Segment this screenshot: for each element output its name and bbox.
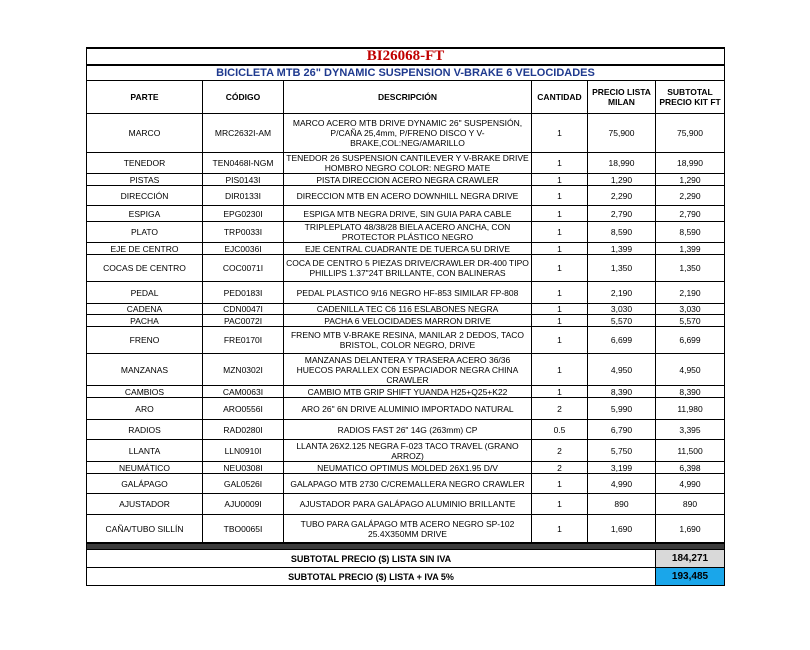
col-header-subtotal: SUBTOTAL PRECIO KIT FT — [656, 81, 725, 114]
cell-precio: 890 — [588, 494, 656, 515]
cell-precio: 18,990 — [588, 153, 656, 174]
header-row — [87, 81, 725, 114]
table-row — [87, 304, 725, 315]
cell-descripcion: NEUMATICO OPTIMUS MOLDED 26X1.95 D/V — [284, 462, 532, 474]
cell-subtotal: 8,390 — [656, 386, 725, 398]
cell-parte: AJUSTADOR — [87, 494, 203, 515]
cell-precio: 1,690 — [588, 515, 656, 543]
cell-subtotal: 11,500 — [656, 440, 725, 462]
cell-subtotal: 3,395 — [656, 420, 725, 440]
table-row — [87, 494, 725, 515]
cell-codigo: GAL0526I — [203, 474, 284, 494]
cell-codigo: RAD0280I — [203, 420, 284, 440]
cell-codigo: MZN0302I — [203, 354, 284, 386]
cell-descripcion: MANZANAS DELANTERA Y TRASERA ACERO 36/36 HUECOS PARALLEX CON ESPACIADOR NEGRA CHINA CRAWLER — [284, 354, 532, 386]
cell-codigo: PAC0072I — [203, 315, 284, 327]
col-header-cantidad: CANTIDAD — [532, 81, 588, 114]
col-header-codigo: CÓDIGO — [203, 81, 284, 114]
table-row — [87, 255, 725, 282]
cell-descripcion: CADENILLA TEC C6 116 ESLABONES NEGRA — [284, 304, 532, 315]
cell-codigo: NEU0308I — [203, 462, 284, 474]
cell-cantidad: 1 — [532, 327, 588, 354]
table-row — [87, 206, 725, 222]
cell-parte: LLANTA — [87, 440, 203, 462]
cell-cantidad: 1 — [532, 222, 588, 243]
total-label-sin-iva: SUBTOTAL PRECIO ($) LISTA SIN IVA — [87, 550, 656, 568]
cell-cantidad: 1 — [532, 206, 588, 222]
cell-codigo: ARO0556I — [203, 398, 284, 420]
cell-subtotal: 5,570 — [656, 315, 725, 327]
cell-codigo: CDN0047I — [203, 304, 284, 315]
cell-descripcion: EJE CENTRAL CUADRANTE DE TUERCA 5U DRIVE — [284, 243, 532, 255]
cell-cantidad: 1 — [532, 386, 588, 398]
table-row — [87, 186, 725, 206]
table-row — [87, 474, 725, 494]
cell-cantidad: 1 — [532, 315, 588, 327]
cell-subtotal: 4,990 — [656, 474, 725, 494]
cell-cantidad: 1 — [532, 304, 588, 315]
cell-cantidad: 1 — [532, 255, 588, 282]
cell-parte: COCAS DE CENTRO — [87, 255, 203, 282]
table-row — [87, 315, 725, 327]
cell-precio: 5,990 — [588, 398, 656, 420]
cell-parte: PLATO — [87, 222, 203, 243]
cell-descripcion: FRENO MTB V-BRAKE RESINA, MANILAR 2 DEDOS, TACO BRISTOL, COLOR NEGRO, DRIVE — [284, 327, 532, 354]
total-value-con-iva: 193,485 — [656, 568, 725, 586]
total-label-con-iva: SUBTOTAL PRECIO ($) LISTA + IVA 5% — [87, 568, 656, 586]
cell-parte: ESPIGA — [87, 206, 203, 222]
cell-cantidad: 1 — [532, 153, 588, 174]
cell-parte: PISTAS — [87, 174, 203, 186]
cell-parte: GALÁPAGO — [87, 474, 203, 494]
parts-table — [86, 47, 725, 543]
table-row — [87, 398, 725, 420]
cell-parte: TENEDOR — [87, 153, 203, 174]
cell-parte: MARCO — [87, 114, 203, 153]
table-row — [87, 114, 725, 153]
cell-descripcion: LLANTA 26X2.125 NEGRA F-023 TACO TRAVEL (GRANO ARROZ) — [284, 440, 532, 462]
cell-codigo: EPG0230I — [203, 206, 284, 222]
cell-precio: 2,290 — [588, 186, 656, 206]
cell-codigo: AJU0009I — [203, 494, 284, 515]
cell-codigo: TEN0468I-NGM — [203, 153, 284, 174]
cell-parte: NEUMÁTICO — [87, 462, 203, 474]
cell-subtotal: 75,900 — [656, 114, 725, 153]
cell-cantidad: 1 — [532, 174, 588, 186]
cell-cantidad: 2 — [532, 440, 588, 462]
cell-codigo: MRC2632I-AM — [203, 114, 284, 153]
table-row — [87, 174, 725, 186]
cell-cantidad: 1 — [532, 282, 588, 304]
cell-codigo: COC0071I — [203, 255, 284, 282]
cell-subtotal: 3,030 — [656, 304, 725, 315]
cell-subtotal: 2,190 — [656, 282, 725, 304]
cell-subtotal: 1,399 — [656, 243, 725, 255]
table-row — [87, 153, 725, 174]
cell-parte: CAMBIOS — [87, 386, 203, 398]
cell-descripcion: PACHA 6 VELOCIDADES MARRON DRIVE — [284, 315, 532, 327]
cell-descripcion: RADIOS FAST 26" 14G (263mm) CP — [284, 420, 532, 440]
cell-descripcion: MARCO ACERO MTB DRIVE DYNAMIC 26" SUSPENSIÓN, P/CAÑA 25,4mm, P/FRENO DISCO Y V-BRAKE,COL:NEG/AMARILLO — [284, 114, 532, 153]
cell-subtotal: 6,398 — [656, 462, 725, 474]
cell-parte: RADIOS — [87, 420, 203, 440]
cell-descripcion: TUBO PARA GALÁPAGO MTB ACERO NEGRO SP-102 25.4X350MM DRIVE — [284, 515, 532, 543]
cell-codigo: TBO0065I — [203, 515, 284, 543]
cell-descripcion: PEDAL PLASTICO 9/16 NEGRO HF-853 SIMILAR FP-808 — [284, 282, 532, 304]
cell-descripcion: CAMBIO MTB GRIP SHIFT YUANDA H25+Q25+K22 — [284, 386, 532, 398]
table-row — [87, 515, 725, 543]
cell-subtotal: 2,790 — [656, 206, 725, 222]
totals-table — [86, 543, 725, 586]
cell-parte: MANZANAS — [87, 354, 203, 386]
cell-precio: 6,790 — [588, 420, 656, 440]
cell-descripcion: AJUSTADOR PARA GALÁPAGO ALUMINIO BRILLANTE — [284, 494, 532, 515]
cell-cantidad: 0.5 — [532, 420, 588, 440]
table-row — [87, 420, 725, 440]
cell-precio: 6,699 — [588, 327, 656, 354]
total-row-con-iva — [87, 568, 725, 586]
document-subtitle: BICICLETA MTB 26" DYNAMIC SUSPENSION V-BRAKE 6 VELOCIDADES — [87, 65, 725, 81]
cell-codigo: TRP0033I — [203, 222, 284, 243]
cell-subtotal: 6,699 — [656, 327, 725, 354]
cell-descripcion: DIRECCION MTB EN ACERO DOWNHILL NEGRA DRIVE — [284, 186, 532, 206]
cell-cantidad: 1 — [532, 114, 588, 153]
cell-parte: EJE DE CENTRO — [87, 243, 203, 255]
cell-descripcion: COCA DE CENTRO 5 PIEZAS DRIVE/CRAWLER DR-400 TIPO PHILLIPS 1.37"24T BRILLANTE, CON BALINERAS — [284, 255, 532, 282]
cell-precio: 2,790 — [588, 206, 656, 222]
cell-descripcion: ARO 26" 6N DRIVE ALUMINIO IMPORTADO NATURAL — [284, 398, 532, 420]
cell-cantidad: 1 — [532, 474, 588, 494]
cell-precio: 8,590 — [588, 222, 656, 243]
cell-parte: PACHA — [87, 315, 203, 327]
cell-precio: 5,570 — [588, 315, 656, 327]
cell-cantidad: 1 — [532, 243, 588, 255]
cell-precio: 8,390 — [588, 386, 656, 398]
table-row — [87, 243, 725, 255]
cell-parte: FRENO — [87, 327, 203, 354]
cell-precio: 1,290 — [588, 174, 656, 186]
cell-precio: 5,750 — [588, 440, 656, 462]
cell-parte: CADENA — [87, 304, 203, 315]
cell-precio: 2,190 — [588, 282, 656, 304]
cell-codigo: FRE0170I — [203, 327, 284, 354]
cell-subtotal: 1,690 — [656, 515, 725, 543]
cell-codigo: CAM0063I — [203, 386, 284, 398]
cell-subtotal: 1,350 — [656, 255, 725, 282]
cell-precio: 4,990 — [588, 474, 656, 494]
total-row-sin-iva — [87, 550, 725, 568]
cell-codigo: PIS0143I — [203, 174, 284, 186]
cell-descripcion: TENEDOR 26 SUSPENSION CANTILEVER Y V-BRAKE DRIVE HOMBRO NEGRO COLOR: NEGRO MATE — [284, 153, 532, 174]
cell-subtotal: 11,980 — [656, 398, 725, 420]
col-header-descripcion: DESCRIPCIÓN — [284, 81, 532, 114]
cell-precio: 1,399 — [588, 243, 656, 255]
cell-parte: PEDAL — [87, 282, 203, 304]
cell-parte: DIRECCIÓN — [87, 186, 203, 206]
cell-subtotal: 2,290 — [656, 186, 725, 206]
cell-cantidad: 2 — [532, 462, 588, 474]
table-row — [87, 462, 725, 474]
cell-codigo: EJC0036I — [203, 243, 284, 255]
cell-precio: 1,350 — [588, 255, 656, 282]
document-code: BI26068-FT — [87, 48, 725, 65]
table-row — [87, 354, 725, 386]
cell-cantidad: 2 — [532, 398, 588, 420]
cell-subtotal: 890 — [656, 494, 725, 515]
cell-precio: 4,950 — [588, 354, 656, 386]
cell-precio: 3,030 — [588, 304, 656, 315]
col-header-precio: PRECIO LISTA MILAN — [588, 81, 656, 114]
cell-cantidad: 1 — [532, 186, 588, 206]
cell-cantidad: 1 — [532, 515, 588, 543]
cell-descripcion: GALAPAGO MTB 2730 C/CREMALLERA NEGRO CRAWLER — [284, 474, 532, 494]
table-row — [87, 327, 725, 354]
cell-precio: 75,900 — [588, 114, 656, 153]
cell-descripcion: ESPIGA MTB NEGRA DRIVE, SIN GUIA PARA CABLE — [284, 206, 532, 222]
cell-cantidad: 1 — [532, 494, 588, 515]
cell-descripcion: TRIPLEPLATO 48/38/28 BIELA ACERO ANCHA, CON PROTECTOR PLÁSTICO NEGRO — [284, 222, 532, 243]
cell-subtotal: 1,290 — [656, 174, 725, 186]
cell-subtotal: 4,950 — [656, 354, 725, 386]
cell-codigo: LLN0910I — [203, 440, 284, 462]
cell-parte: ARO — [87, 398, 203, 420]
cell-codigo: PED0183I — [203, 282, 284, 304]
total-value-sin-iva: 184,271 — [656, 550, 725, 568]
table-row — [87, 440, 725, 462]
cell-precio: 3,199 — [588, 462, 656, 474]
table-row — [87, 386, 725, 398]
cell-parte: CAÑA/TUBO SILLÍN — [87, 515, 203, 543]
cell-cantidad: 1 — [532, 354, 588, 386]
cell-subtotal: 8,590 — [656, 222, 725, 243]
table-row — [87, 222, 725, 243]
cell-descripcion: PISTA DIRECCION ACERO NEGRA CRAWLER — [284, 174, 532, 186]
col-header-parte: PARTE — [87, 81, 203, 114]
cell-subtotal: 18,990 — [656, 153, 725, 174]
price-sheet — [86, 47, 724, 586]
table-row — [87, 282, 725, 304]
cell-codigo: DIR0133I — [203, 186, 284, 206]
